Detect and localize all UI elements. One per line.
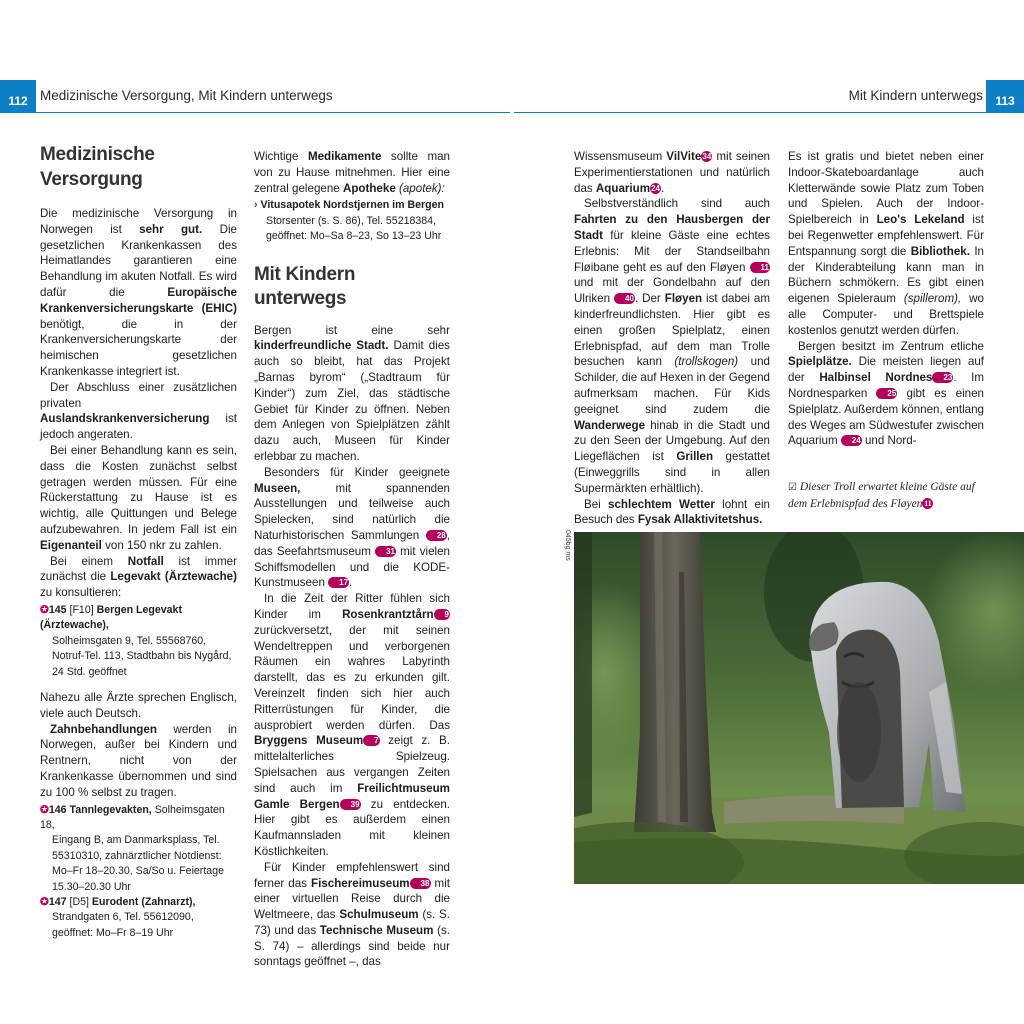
map-marker-badge: 39	[340, 799, 361, 810]
map-marker-badge: 24	[651, 183, 660, 193]
address-147: ✪147 [D5] Eurodent (Zahnarzt), Strandgaten 6, Tel. 55612090, geöffnet: Mo–Fr 8–19 Uhr	[40, 895, 196, 939]
map-marker-badge: 34	[702, 152, 712, 161]
right-running-title: Mit Kindern unterwegs	[848, 88, 983, 103]
right-page-number: 113	[986, 80, 1024, 112]
indoor-paragraph: Es ist gratis und bietet neben einer Indoor-Skateboardanlage auch Kletterwände sowie Platz zum Toben und Spielen. Auch der Indoor-Spielbereich in Leo's Lekeland ist bei Regenwetter empfehlenswert. Für Entspannung sorgt die Bibliothek. In der Kinderabteilung kann man in Büchern schmökern. Es gibt einen eigenen Spieleraum (spillerom), wo alle Computer- und Brettspiele kostenlos genutzt werden dürfen.	[788, 150, 985, 337]
map-marker-badge: 25	[876, 388, 897, 399]
address-145: ✪145 [F10] Bergen Legevakt (Ärztewache), Solheimsgaten 9, Tel. 55568760, Notruf-Tel. 113, Stadtbahn bis Nygård, 24 Std. geöffnet	[40, 603, 232, 678]
right-header-rule	[514, 112, 1024, 113]
medical-paragraph-5: Nahezu alle Ärzte sprechen Englisch, viele auch Deutsch.	[40, 690, 237, 720]
left-header-rule	[0, 112, 510, 113]
column-4	[788, 149, 984, 449]
plus-circle-icon: ✪	[40, 803, 49, 816]
map-marker-badge: 23	[932, 372, 953, 383]
map-marker-badge: 28	[426, 530, 447, 541]
mountains-paragraph: Selbstverständlich sind auch Fahrten zu den Hausbergen der Stadt für kleine Gäste eine echtes Erlebnis: Mit der Standseilbahn Fløibane geht es auf den Fløyen 11 und mit der Gondelbahn auf den Ulriken 40. Der Fløyen ist dabei am kinderfreundlichsten. Hier gibt es einen großen Spielplatz, einen Erlebnispfad, auf dem man Trolle besuchen kann (trollskogen) und Schilder, die auf Hexen in der Gegend aufmerksam machen. Für Kids geeignet sind zudem die Wanderwege hinab in die Stadt und zu den Seen der Umgebung. Auf den Liegeflächen ist Grillen gestattet (Einweggrills sind in allen Supermärkten erhältlich).	[574, 197, 770, 495]
photo-caption-icon: ☑	[788, 482, 797, 493]
kids-paragraph-2: Besonders für Kinder geeignete Museen, mit spannenden Ausstellungen und teilweise auch Spielecken, sind natürlich die Naturhistorischen Sammlungen 28, das Seefahrtsmuseum 31 mit vielen Schiffsmodellen und die KODE-Kunstmuseen 17.	[254, 465, 450, 590]
medical-heading: Medizinische Versorgung	[40, 144, 155, 190]
medical-paragraph-3: Bei einer Behandlung kann es sein, dass die Kosten zunächst selbst getragen werden müssen. Für eine Rückerstattung zu Hause ist es wichtig, alle Quittungen und Belege aufzubewahren. In jedem Fall ist ein Eigenanteil von 150 nkr zu zahlen.	[40, 443, 237, 552]
map-marker-badge: 17	[328, 577, 349, 588]
map-marker-badge: 38	[410, 878, 431, 889]
column-3	[574, 149, 770, 528]
plus-circle-icon: ✪	[40, 895, 49, 908]
address-146: ✪146 Tannlegevakten, Solheimsgaten 18, Eingang B, am Danmarksplass, Tel. 55310310, zahnärztlicher Notdienst: Mo–Fr 18–20.30, Sa/So u. Feiertage 15.30–20.30 Uhr	[40, 803, 225, 893]
map-marker-badge: 11	[750, 262, 770, 273]
map-marker-badge: 7	[363, 735, 379, 746]
playgrounds-paragraph: Bergen besitzt im Zentrum etliche Spielplätze. Die meisten liegen auf der Halbinsel Nordnes 23. Im Nordnesparken 25 gibt es einen Spielplatz. Außerdem können, entlang des Weges am Südwestufer zwischen Aquarium 24 und Nord-	[788, 339, 984, 448]
chevron-right-icon: ›	[254, 199, 258, 212]
column-1	[40, 142, 237, 951]
medicine-paragraph: Wichtige Medikamente sollte man von zu Hause mitnehmen. Hier eine zentral gelegene Apotheke (apotek):	[254, 150, 450, 195]
kids-heading: Mit Kindern unterwegs	[254, 263, 356, 309]
column-2	[254, 149, 450, 970]
map-marker-badge: 9	[434, 609, 450, 620]
medical-paragraph-4: Bei einem Notfall ist immer zunächst die Legevakt (Ärztewache) zu konsultieren:	[40, 554, 237, 600]
left-page-number: 112	[0, 80, 36, 112]
photo-caption: ☑ Dieser Troll erwartet kleine Gäste auf dem Erlebnispfad des Fløyen 11	[788, 481, 975, 510]
left-running-title: Medizinische Versorgung, Mit Kindern unterwegs	[40, 88, 333, 103]
kids-paragraph-4: Für Kinder empfehlenswert sind ferner das Fischereimuseum 38 mit einer virtuellen Reise durch die Weltmeere, das Schulmuseum (s. S. 73) und das Technische Museum (s. S. 74) – allerdings sind beide nur sonntags geöffnet –, das	[254, 860, 451, 969]
medical-paragraph-2: Der Abschluss einer zusätzlichen privaten Auslandskrankenversicherung ist jedoch angeraten.	[40, 380, 237, 442]
map-marker-badge: 40	[614, 293, 635, 304]
kids-paragraph-3: In die Zeit der Ritter fühlen sich Kinder im Rosenkrantztårn 9 zurückversetzt, der mit seinen Wendeltreppen und verborgenen Räumen ein wahres Labyrinth darstellt, das es zu erkunden gilt. Vereinzelt finden sich hier auch Ritterrüstungen für Kinder, die ausprobiert werden dürfen. Das Bryggens Museum 7 zeigt z. B. mittelalterliches Spielzeug. Spielsachen aus vergangen Zeiten sind auch im Freilichtmuseum Gamle Bergen 39 zu entdecken. Hier gibt es außerdem einen Kaufmannsladen mit kleinen Köstlichkeiten.	[254, 592, 450, 858]
map-marker-badge: 24	[841, 435, 862, 446]
troll-photo-illustration	[574, 532, 1024, 884]
plus-circle-icon: ✪	[40, 603, 49, 616]
vilvite-paragraph: Wissensmuseum VilVite34 mit seinen Experimentierstationen und natürlich das Aquarium24.	[574, 150, 771, 195]
medical-paragraph-6: Zahnbehandlungen werden in Norwegen, außer bei Kindern und Rentnern, nicht von der Krankenkasse übernommen und sind zu 100 % selbst zu tragen.	[40, 722, 237, 799]
map-marker-badge: 31	[375, 546, 396, 557]
troll-photo	[574, 532, 1024, 884]
pharmacy-address: › Vitusapotek Nordstjernen im Bergen Storsenter (s. S. 86), Tel. 55218384, geöffnet: Mo–Sa 8–23, So 13–23 Uhr	[254, 199, 444, 243]
weather-paragraph: Bei schlechtem Wetter lohnt ein Besuch des Fysak Allaktivitetshus.	[574, 497, 770, 527]
kids-paragraph-1: Bergen ist eine sehr kinderfreundliche Stadt. Damit dies auch so bleibt, hat das Projekt „Barnas byrom“ („Stadtraum für Kinder“) zum Ziel, das städtische Gebiet für Kinder zu öffnen. Neben dem Anlegen von Spielplätzen zählt dazu auch, Museen für Kinder erlebbar zu machen.	[254, 323, 450, 463]
medical-paragraph-1: Die medizinische Versorgung in Norwegen ist sehr gut. Die gesetzlichen Krankenkassen des Heimatlandes garantieren eine Behandlung im akuten Notfall. Es wird dafür die Europäische Krankenversicherungskarte (EHIC) benötigt, die in der Krankenversicherungskarte der heimischen gesetzlichen Krankenkasse integriert ist.	[40, 207, 237, 378]
map-marker-badge: 11	[924, 499, 932, 508]
photo-credit: 045bg ms	[564, 530, 571, 561]
